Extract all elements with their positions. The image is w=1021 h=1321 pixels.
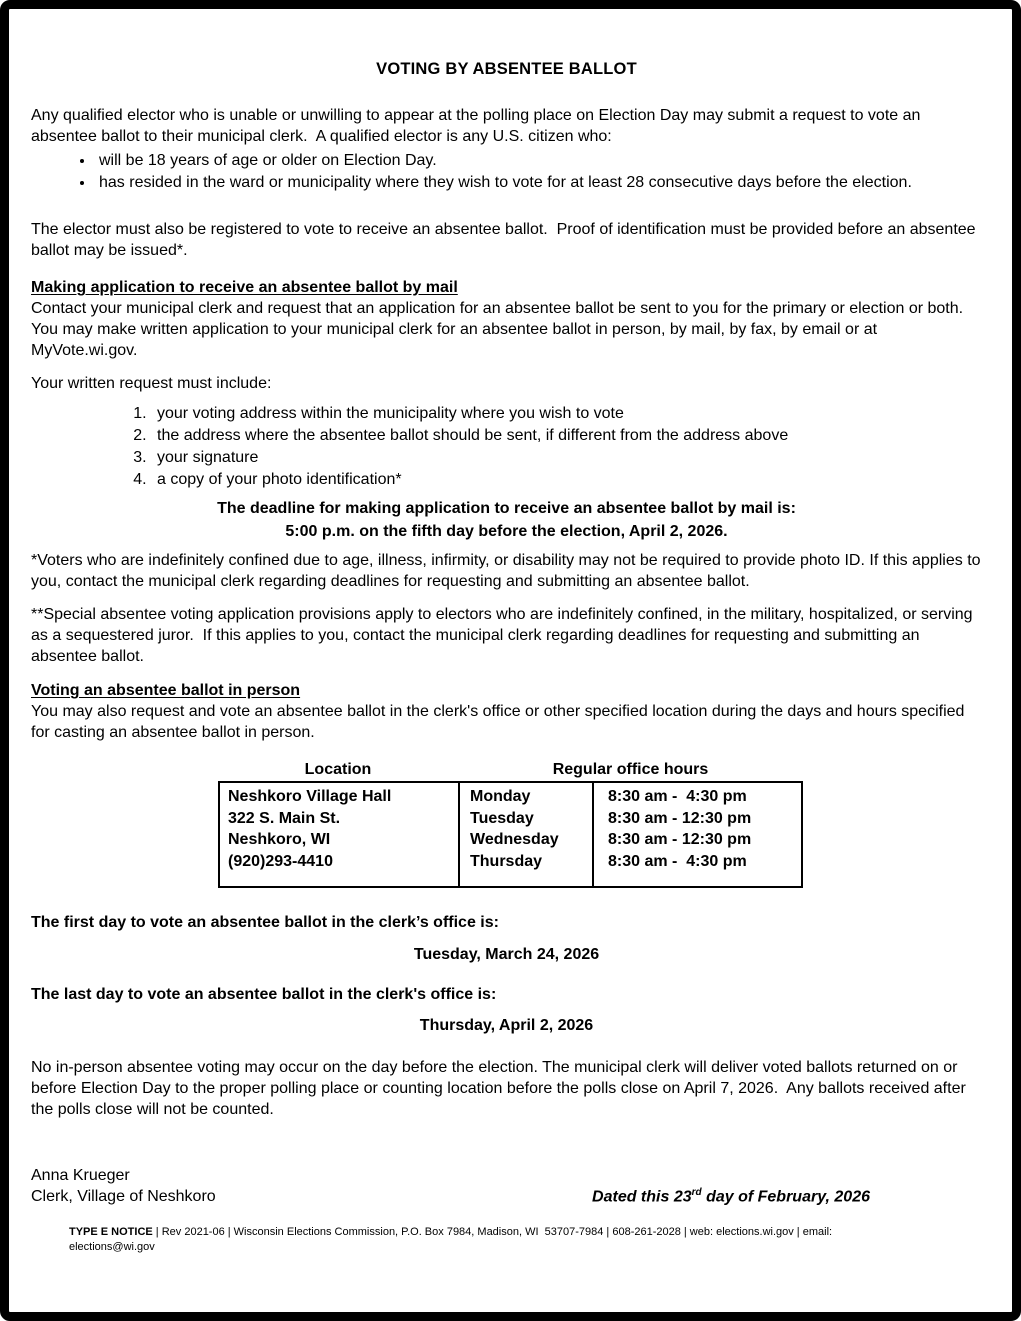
dated-prefix: Dated this 23 [592, 1188, 692, 1205]
hours-column-header: Regular office hours [552, 761, 709, 778]
day-name: Wednesday [470, 831, 559, 848]
written-request-paragraph: Your written request must include: [31, 375, 272, 392]
day-hours: 8:30 am - 12:30 pm [608, 809, 752, 827]
request-item: 2. the address where the absentee ballot should be sent, if different from the address above [151, 425, 982, 446]
day-hours: 8:30 am - 12:30 pm [608, 831, 752, 848]
location-cell [220, 783, 460, 886]
qualification-list [31, 150, 982, 193]
clerk-name: Anna Krueger [31, 1167, 130, 1184]
notice-footer [69, 1225, 901, 1255]
dated-line [592, 1182, 870, 1207]
days-cell [460, 783, 594, 886]
qualification-item: • has resided in the ward or municipality where they wish to vote for at least 28 consecutive days before the election. [95, 172, 982, 193]
office-hours-table [218, 759, 982, 888]
request-item: 4. a copy of your photo identification* [151, 469, 982, 490]
dated-suffix: day of February, 2026 [701, 1188, 870, 1205]
footer-notice-type: TYPE E NOTICE [69, 1226, 153, 1238]
notice-content [9, 9, 1012, 1255]
day-hours: 8:30 am - 4:30 pm [608, 852, 747, 870]
request-item: 3. your signature [151, 447, 982, 468]
day-name: Tuesday [470, 809, 534, 827]
intro-paragraph: Any qualified elector who is unable or unwilling to appear at the polling place on Election Day may submit a request to vote an absentee ballot to their municipal clerk. A qualified elector is any U.S. citizen who: [31, 107, 925, 145]
qualification-item: • will be 18 years of age or older on Election Day. [95, 150, 982, 171]
mail-deadline-line1: The deadline for making application to receive an absentee ballot by mail is: [217, 500, 796, 517]
location-column-header: Location [304, 761, 372, 778]
registration-paragraph: The elector must also be registered to vote to receive an absentee ballot. Proof of identification must be provided before an absentee ballot may be issued*. [31, 221, 981, 259]
in-person-section-heading: Voting an absentee ballot in person [31, 682, 301, 699]
mail-deadline-line2: 5:00 p.m. on the fifth day before the election, April 2, 2026. [285, 523, 728, 540]
office-table-body [218, 781, 803, 888]
location-line: Neshkoro Village Hall [228, 788, 392, 805]
mail-section-heading: Making application to receive an absentee ballot by mail [31, 279, 458, 296]
document-title: VOTING BY ABSENTEE BALLOT [376, 60, 637, 78]
signature-block [31, 1165, 216, 1207]
times-cell [594, 783, 801, 886]
signature-row [31, 1165, 982, 1207]
day-hours: 8:30 am - 4:30 pm [608, 788, 747, 805]
mail-contact-paragraph: Contact your municipal clerk and request that an application for an absentee ballot be sent to you for the primary or election or both. You may make written application to your municipal clerk for an absentee ballot in person, by mail, by fax, by email or at MyVote.wi.gov. [31, 300, 972, 359]
dated-ordinal: rd [691, 1186, 702, 1198]
request-items-list [31, 403, 982, 490]
first-day-label: The first day to vote an absentee ballot in the clerk’s office is: [31, 914, 499, 931]
location-line: Neshkoro, WI [228, 831, 331, 848]
last-day-label: The last day to vote an absentee ballot in the clerk's office is: [31, 986, 497, 1003]
location-line: 322 S. Main St. [228, 809, 341, 827]
first-day-value: Tuesday, March 24, 2026 [413, 946, 600, 963]
closing-paragraph: No in-person absentee voting may occur on the day before the election. The municipal clerk will deliver voted ballots returned on or before Election Day to the proper polling place or counting location before the polls close on April 7, 2026. Any ballots received after the polls close will not be counted. [31, 1059, 971, 1118]
special-provisions-note: **Special absentee voting application provisions apply to electors who are indefinitely confined, in the military, hospitalized, or serving as a sequestered juror. If this applies to you, contact the municipal clerk regarding deadlines for requesting and submitting an absentee ballot. [31, 606, 978, 665]
footer-details: | Rev 2021-06 | Wisconsin Elections Commission, P.O. Box 7984, Madison, WI 53707-7984 | 608-261-2028 | web: elections.wi.gov | email: elections@wi.gov [69, 1226, 836, 1253]
clerk-title: Clerk, Village of Neshkoro [31, 1188, 216, 1205]
in-person-paragraph: You may also request and vote an absentee ballot in the clerk's office or other specified location during the days and hours specified for casting an absentee ballot in person. [31, 703, 969, 741]
location-line: (920)293-4410 [228, 852, 333, 870]
request-item: 1. your voting address within the municipality where you wish to vote [151, 403, 982, 424]
day-name: Thursday [470, 852, 543, 870]
last-day-value: Thursday, April 2, 2026 [419, 1017, 594, 1034]
photo-id-note: *Voters who are indefinitely confined due to age, illness, infirmity, or disability may not be required to provide photo ID. If this applies to you, contact the municipal clerk regarding deadlines for requesting and submitting an absentee ballot. [31, 552, 985, 590]
office-table-header-row [218, 759, 982, 780]
day-name: Monday [470, 788, 531, 805]
